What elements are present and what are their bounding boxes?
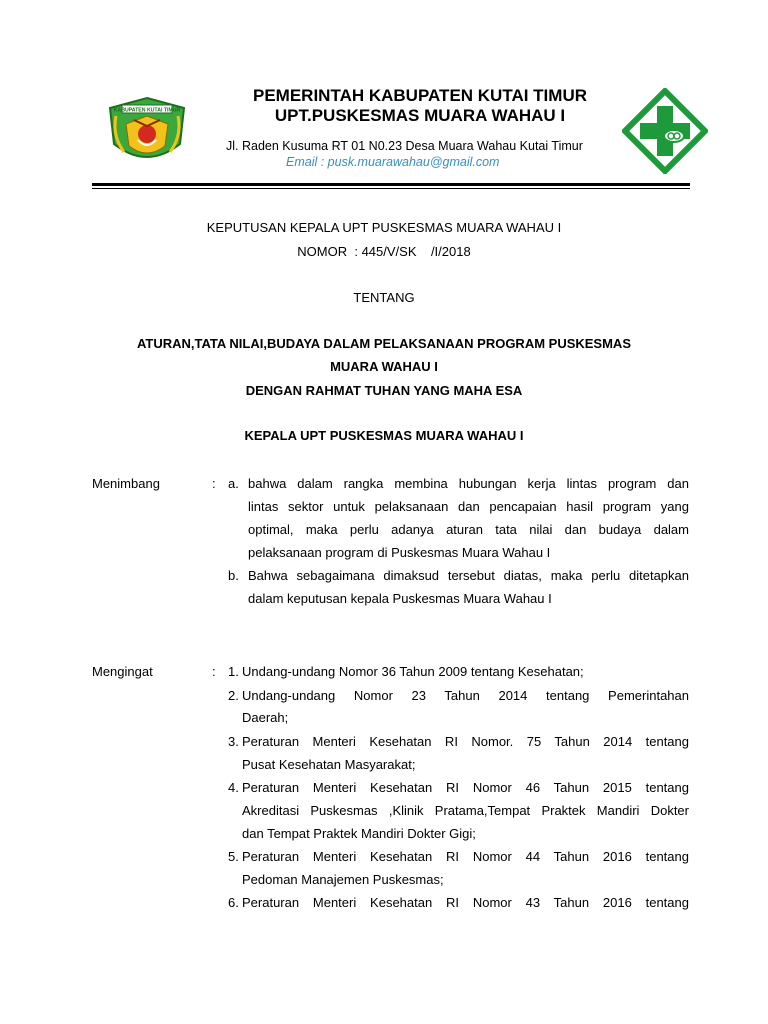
item-marker: 2. [228, 688, 239, 703]
head-title: KEPALA UPT PUSKESMAS MUARA WAHAU I [244, 428, 524, 443]
item-line: Peraturan Menteri Kesehatan RI Nomor 44 Tahun 2016 tentang [242, 849, 689, 864]
about-heading: TENTANG [353, 290, 415, 305]
item-line: pelaksanaan program di Puskesmas Muara Wahau I [248, 545, 551, 560]
item-line: Undang-undang Nomor 36 Tahun 2009 tentang Kesehatan; [242, 664, 584, 679]
item-marker: 6. [228, 895, 239, 910]
subject-line-1: ATURAN,TATA NILAI,BUDAYA DALAM PELAKSANAAN PROGRAM PUSKESMAS [136, 336, 631, 351]
decree-title: KEPUTUSAN KEPALA UPT PUSKESMAS MUARA WAHAU I [206, 220, 562, 235]
letterhead-rule-thin [92, 188, 690, 189]
item-line: bahwa dalam rangka membina hubungan kerja lintas program dan [248, 476, 689, 491]
letterhead-address: Jl. Raden Kusuma RT 01 N0.23 Desa Muara Wahau Kutai Timur [226, 139, 583, 153]
kutai-timur-seal-logo [104, 96, 190, 170]
letterhead-email: Email : pusk.muarawahau@gmail.com [286, 155, 500, 169]
item-line: Pedoman Manajemen Puskesmas; [242, 872, 444, 887]
item-marker: 4. [228, 780, 239, 795]
item-line: dan Tempat Praktek Mandiri Dokter Gigi; [242, 826, 476, 841]
item-line: Pusat Kesehatan Masyarakat; [242, 757, 416, 772]
item-line: Daerah; [242, 710, 289, 725]
mengingat-label: Mengingat [92, 664, 153, 679]
subject-line-2: MUARA WAHAU I [330, 359, 438, 374]
item-marker: 5. [228, 849, 239, 864]
item-line: Undang-undang Nomor 23 Tahun 2014 tentang Pemerintahan [242, 688, 689, 703]
menimbang-colon: : [212, 476, 216, 491]
item-line: Bahwa sebagaimana dimaksud tersebut diatas, maka perlu ditetapkan [248, 568, 689, 583]
item-line: dalam keputusan kepala Puskesmas Muara Wahau I [248, 591, 552, 606]
item-marker: 3. [228, 734, 239, 749]
item-marker: 1. [228, 664, 239, 679]
decree-number: NOMOR : 445/V/SK /I/2018 [297, 244, 471, 259]
item-line: lintas sektor untuk pelaksanaan dan pencapaian hasil program yang [248, 499, 689, 514]
item-line: Akreditasi Puskesmas ,Klinik Pratama,Tempat Praktek Mandiri Dokter [242, 803, 689, 818]
grace-line: DENGAN RAHMAT TUHAN YANG MAHA ESA [245, 383, 523, 398]
item-marker: a. [228, 476, 239, 491]
item-line: optimal, maka perlu adanya aturan tata nilai dan budaya dalam [248, 522, 689, 537]
item-line: Peraturan Menteri Kesehatan RI Nomor 43 Tahun 2016 tentang [242, 895, 689, 910]
letterhead-institution: UPT.PUSKESMAS MUARA WAHAU I [274, 106, 566, 125]
item-marker: b. [228, 568, 239, 583]
menimbang-label: Menimbang [92, 476, 160, 491]
letterhead-rule-thick [92, 183, 690, 186]
puskesmas-logo [622, 88, 708, 174]
item-line: Peraturan Menteri Kesehatan RI Nomor 46 Tahun 2015 tentang [242, 780, 689, 795]
letterhead-government: PEMERINTAH KABUPATEN KUTAI TIMUR [253, 86, 587, 105]
mengingat-colon: : [212, 664, 216, 679]
svg-text:KABUPATEN KUTAI TIMUR: KABUPATEN KUTAI TIMUR [113, 107, 181, 114]
item-line: Peraturan Menteri Kesehatan RI Nomor. 75 Tahun 2014 tentang [242, 734, 689, 749]
